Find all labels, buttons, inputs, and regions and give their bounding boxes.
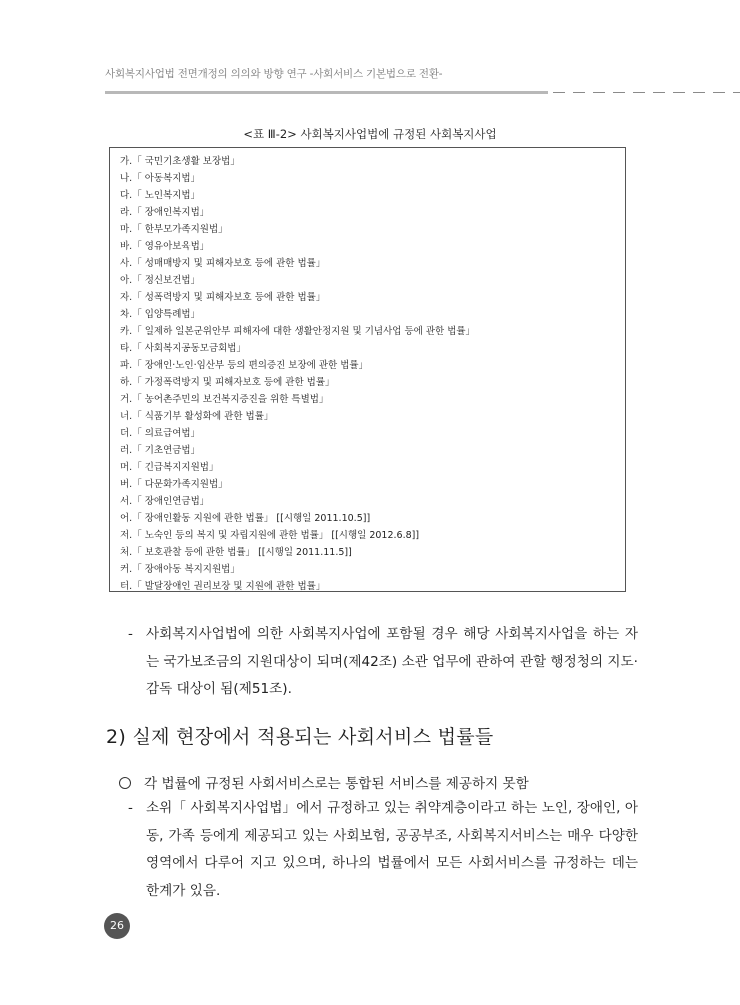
law-list-item: 터.「 발달장애인 권리보장 및 지원에 관한 법률」 (120, 581, 326, 592)
running-header: 사회복지사업법 전면개정의 의의와 방향 연구 -사회서비스 기본법으로 전환- (105, 68, 443, 80)
law-list-item: 저.「 노숙인 등의 복지 및 자립지원에 관한 법률」 [[시행일 2012.6.8]] (120, 530, 420, 541)
body-paragraph-limits (128, 795, 638, 905)
law-list-item: 커.「 장애아동 복지지원법」 (120, 564, 240, 575)
paragraph-text: 소위「 사회복지사업법」에서 규정하고 있는 취약계층이라고 하는 노인, 장애인, 아동, 가족 등에게 제공되고 있는 사회보험, 공공부조, 사회복지서비스는 매우 다양한 영역에서 다루어 지고 있으며, 하나의 법률에서 모든 사회서비스를 규정하는 데는 한계가 있음. (146, 800, 638, 899)
header-rule (105, 91, 548, 94)
law-list-item: 머.「 긴급복지지원법」 (120, 462, 219, 473)
law-list-item: 처.「 보호관찰 등에 관한 법률」 [[시행일 2011.11.5]] (120, 547, 352, 558)
dash-marker: - (128, 626, 133, 642)
dash-marker: - (128, 800, 133, 816)
law-list-item: 나.「 아동복지법」 (120, 173, 201, 184)
body-paragraph-subsidy (128, 621, 638, 704)
paragraph-text: 사회복지사업법에 의한 사회복지사업에 포함될 경우 해당 사회복지사업을 하는 자는 국가보조금의 지원대상이 되며(제42조) 소관 업무에 관하여 관할 행정청의 지도· 감독 대상이 됨(제51조). (146, 626, 638, 697)
law-list-item: 사.「 성매매방지 및 피해자보호 등에 관한 법률」 (120, 258, 326, 269)
law-list-item: 너.「 식품기부 활성화에 관한 법률」 (120, 411, 274, 422)
bullet-text: 각 법률에 규정된 사회서비스로는 통합된 서비스를 제공하지 못함 (144, 776, 529, 792)
law-list-item: 가.「 국민기초생활 보장법」 (120, 156, 240, 167)
law-list-item: 거.「 농어촌주민의 보건복지증진을 위한 특별법」 (120, 394, 329, 405)
law-list-item: 러.「 기초연금법」 (120, 445, 201, 456)
table-caption: <표 Ⅲ-2> 사회복지사업법에 규정된 사회복지사업 (243, 127, 497, 141)
law-list-item: 더.「 의료급여법」 (120, 428, 201, 439)
law-list-table (109, 147, 626, 592)
law-list-item: 파.「 장애인·노인·임산부 등의 편의증진 보장에 관한 법률」 (120, 360, 369, 371)
law-list-item: 어.「 장애인활동 지원에 관한 법률」 [[시행일 2011.10.5]] (120, 513, 371, 524)
header-dashed-rule (553, 92, 740, 93)
bullet-point (119, 772, 529, 792)
law-list-item: 하.「 가정폭력방지 및 피해자보호 등에 관한 법률」 (120, 377, 335, 388)
law-list-item: 바.「 영유아보육법」 (120, 241, 210, 252)
law-list-item: 다.「 노인복지법」 (120, 190, 201, 201)
law-list-item: 아.「 정신보건법」 (120, 275, 201, 286)
law-list-item: 차.「 입양특례법」 (120, 309, 201, 320)
section-heading: 2) 실제 현장에서 적용되는 사회서비스 법률들 (106, 726, 494, 748)
law-list-item: 버.「 다문화가족지원법」 (120, 479, 228, 490)
circle-bullet-icon (119, 777, 131, 789)
law-list-item: 마.「 한부모가족지원법」 (120, 224, 228, 235)
law-list-item: 라.「 장애인복지법」 (120, 207, 210, 218)
law-list-item: 자.「 성폭력방지 및 피해자보호 등에 관한 법률」 (120, 292, 326, 303)
law-list-item: 타.「 사회복지공동모금회법」 (120, 343, 246, 354)
law-list-item: 카.「 일제하 일본군위안부 피해자에 대한 생활안정지원 및 기념사업 등에 관한 법률」 (120, 326, 476, 337)
law-list-item: 서.「 장애인연금법」 (120, 496, 210, 507)
page-number-badge: 26 (104, 913, 130, 939)
